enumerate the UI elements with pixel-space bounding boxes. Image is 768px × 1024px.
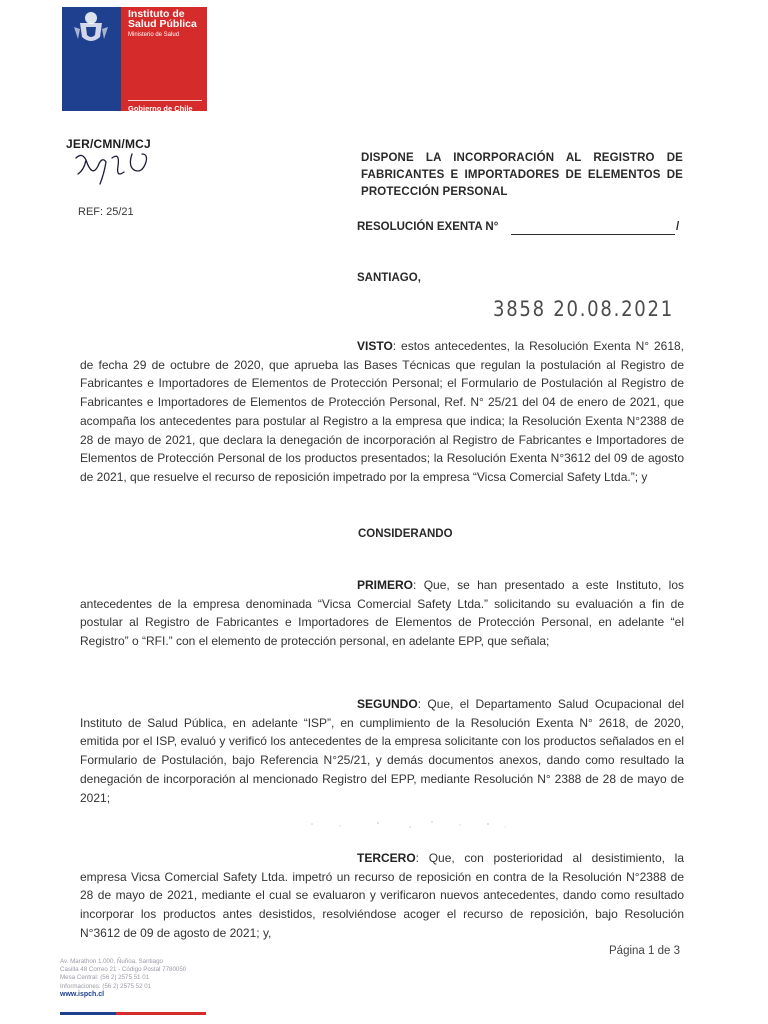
resolution-slash: / bbox=[676, 221, 680, 233]
page-number: Página 1 de 3 bbox=[609, 945, 680, 957]
logo-text-line2: Salud Pública bbox=[128, 18, 197, 30]
primero-text: : Que, se han presentado a este Instituto, los antecedentes de la empresa denominada “Vicsa Comercial Safety Ltda.” solicitando su evaluación a fin de postular al Registro de Fabricantes e Importadores de Elementos de Protección Personal, en adelante “el Registro” o “RFI.” con el elemento de protección personal, en adelante EPP, que señala; bbox=[80, 578, 684, 649]
segundo-label: SEGUNDO bbox=[357, 697, 418, 711]
logo-text-line4: Gobierno de Chile bbox=[128, 104, 193, 111]
logo-divider bbox=[128, 100, 202, 101]
visto-label: VISTO bbox=[357, 339, 393, 353]
visto-text: : estos antecedentes, la Resolución Exenta N° 2618, de fecha 29 de octubre de 2020, que aprueba las Bases Técnicas que regulan la postulación al Registro de Fabricantes e Importadores de Elementos de Protección Personal; el Formulario de Postulación al Registro de Fabricantes e Importadores de Elementos de Protección Personal, Ref. N° 25/21 del 04 de enero de 2021, que acompaña los antecedentes para postular al Registro a la empresa que indica; la Resolución Exenta N°2388 de 28 de mayo de 2021, que declara la denegación de incorporación al Registro de Fabricantes e Importadores de Elementos de Protección Personal de los productos presentados; la Resolución Exenta N°3612 del 09 de agosto de 2021, que resuelve el recurso de reposición impetrado por la empresa “Vicsa Comercial Safety Ltda.”; y bbox=[80, 339, 684, 484]
scan-artifact bbox=[300, 818, 520, 832]
coat-of-arms-icon bbox=[66, 9, 116, 49]
primero-paragraph bbox=[80, 576, 684, 651]
footer-color-bar bbox=[60, 1012, 206, 1015]
institution-logo bbox=[62, 7, 207, 111]
logo-text-line3: Ministerio de Salud bbox=[128, 32, 180, 38]
resolution-label: RESOLUCIÓN EXENTA N° bbox=[357, 221, 499, 233]
handwritten-signature bbox=[72, 148, 162, 190]
primero-label: PRIMERO bbox=[357, 578, 414, 592]
tercero-label: TERCERO bbox=[357, 851, 416, 865]
footer-casilla: Casilla 48 Correo 21 - Código Postal 7780050 bbox=[60, 966, 187, 974]
considerando-heading: CONSIDERANDO bbox=[358, 528, 453, 540]
document-title: DISPONE LA INCORPORACIÓN AL REGISTRO DE FABRICANTES E IMPORTADORES DE ELEMENTOS DE PROTECCIÓN PERSONAL bbox=[361, 152, 683, 198]
segundo-text: : Que, el Departamento Salud Ocupacional del Instituto de Salud Pública, en adelante “ISP”, en cumplimiento de la Resolución Exenta N° 2618, de 2020, emitida por el ISP, evaluó y verificó los antecedentes de la empresa solicitante con los productos señalados en el Formulario de Postulación, bajo Referencia N°25/21, y demás documentos anexos, dando como resultado la denegación de incorporación al mencionado Registro del EPP, mediante Resolución N° 2388 de 28 de mayo de 2021; bbox=[80, 697, 684, 805]
tercero-paragraph bbox=[80, 849, 684, 943]
footer-website-link[interactable]: www.ispch.cl bbox=[60, 990, 105, 998]
tercero-text: : Que, con posterioridad al desistimiento, la empresa Vicsa Comercial Safety Ltda. impetró un recurso de reposición en contra de la Resolución N°2388 de 28 de mayo de 2021, mediante el cual se evaluaron y verificaron nuevos antecedentes, dando como resultado incorporar los productos antes desistidos, resolviéndose acoger el recurso de reposición, bajo Resolución N°3612 de 09 de agosto de 2021; y, bbox=[80, 851, 684, 940]
footer-informaciones: Informaciones: (56 2) 2575 52 01 bbox=[60, 982, 152, 990]
footer-contact bbox=[60, 958, 186, 999]
logo-text-line1: Instituto de bbox=[128, 8, 185, 20]
reference-number: REF: 25/21 bbox=[78, 206, 134, 218]
footer-address: Av. Marathon 1.000, Ñuñoa, Santiago bbox=[60, 958, 163, 965]
author-initials: JER/CMN/MCJ bbox=[66, 137, 151, 151]
resolution-stamp: 3858 20.08.2021 bbox=[493, 297, 674, 321]
resolution-number-line bbox=[511, 234, 675, 235]
segundo-paragraph bbox=[80, 695, 684, 807]
visto-paragraph bbox=[80, 337, 684, 487]
footer-mesa-central: Mesa Central: (56 2) 2575 51 01 bbox=[60, 974, 150, 982]
city-label: SANTIAGO, bbox=[357, 272, 421, 284]
